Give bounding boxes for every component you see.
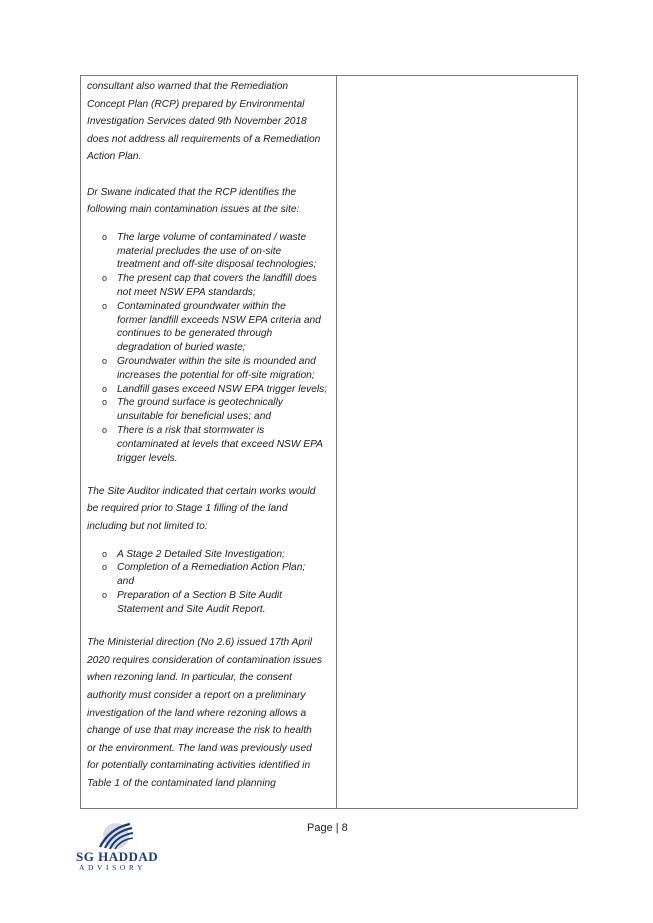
text-line: Action Plan. — [87, 151, 142, 163]
list-item — [102, 589, 332, 617]
text-line: change of use that may increase the risk to health — [87, 725, 312, 737]
list-item-line: Statement and Site Audit Report. — [117, 603, 266, 615]
list-item — [102, 300, 332, 355]
list-item-line: Contaminated groundwater within the — [117, 300, 286, 312]
paragraph-contamination-issues — [87, 184, 332, 219]
bullet-circle-icon: o — [102, 300, 108, 311]
text-line: when rezoning land. In particular, the consent — [87, 672, 293, 684]
list-item-line: increases the potential for off-site migration; — [117, 369, 315, 381]
bullet-circle-icon: o — [102, 562, 108, 573]
list-item — [102, 383, 332, 397]
paragraph-site-auditor — [87, 483, 332, 536]
text-line: authority must consider a report on a preliminary — [87, 690, 306, 702]
logo-subtitle: ADVISORY — [79, 863, 147, 872]
paragraph-remediation-concept — [87, 78, 332, 166]
required-works-list — [87, 548, 332, 617]
list-item-line: former landfill exceeds NSW EPA criteria and — [117, 314, 321, 326]
logo-wordmark: SG HADDAD — [76, 849, 159, 864]
paragraph-ministerial-direction — [87, 634, 332, 792]
text-line: The Ministerial direction (No 2.6) issued 17th April — [87, 637, 312, 649]
list-item-line: A Stage 2 Detailed Site Investigation; — [117, 548, 285, 560]
list-item-line: continues to be generated through — [117, 328, 273, 340]
text-line: does not address all requirements of a Remediation — [87, 133, 321, 145]
list-item-line: contaminated at levels that exceed NSW EPA — [117, 438, 323, 450]
list-item-line: trigger levels. — [117, 452, 178, 464]
text-line: Table 1 of the contaminated land planning — [87, 778, 276, 789]
list-item-line: The present cap that covers the landfill does — [117, 273, 317, 285]
text-line: Concept Plan (RCP) prepared by Environmental — [87, 98, 305, 110]
text-line: consultant also warned that the Remediation — [87, 81, 289, 92]
page-separator: | — [335, 822, 339, 834]
text-line: including but not limited to: — [87, 521, 208, 533]
contamination-issues-list — [87, 231, 332, 466]
list-item — [102, 548, 332, 562]
text-line: 2020 requires consideration of contamination issues — [87, 654, 323, 666]
list-item-line: and — [117, 576, 134, 588]
bullet-circle-icon: o — [102, 383, 108, 394]
text-line: following main contamination issues at the site: — [87, 204, 300, 216]
list-item-line: Landfill gases exceed NSW EPA trigger levels; — [117, 383, 328, 395]
list-item-line: The ground surface is geotechnically — [117, 397, 283, 409]
text-line: for potentially contaminating activities identified in — [87, 760, 311, 772]
page-label: Page — [307, 822, 333, 834]
list-item — [102, 561, 332, 589]
bullet-circle-icon: o — [102, 231, 108, 242]
text-line: The Site Auditor indicated that certain works would — [87, 485, 316, 497]
list-item — [102, 396, 332, 424]
text-line: or the environment. The land was previously used — [87, 742, 312, 754]
list-item — [102, 231, 332, 272]
bullet-circle-icon: o — [102, 355, 108, 366]
text-line: be required prior to Stage 1 filling of the land — [87, 503, 288, 515]
list-item-line: unsuitable for beneficial uses; and — [117, 411, 272, 423]
bullet-circle-icon: o — [102, 590, 108, 601]
bullet-circle-icon: o — [102, 424, 108, 435]
list-item-line: Groundwater within the site is mounded and — [117, 355, 316, 367]
list-item-line: degradation of buried waste; — [117, 342, 246, 354]
page-number — [307, 822, 348, 834]
list-item-line: Completion of a Remediation Action Plan; — [117, 562, 306, 574]
list-item-line: There is a risk that stormwater is — [117, 424, 265, 436]
text-line: Investigation Services dated 9th November 2018 — [87, 116, 307, 128]
list-item-line: treatment and off-site disposal technologies; — [117, 259, 317, 271]
right-cell — [337, 76, 577, 808]
left-cell — [87, 78, 332, 793]
bullet-circle-icon: o — [102, 397, 108, 408]
text-line: investigation of the land where rezoning allows a — [87, 707, 307, 719]
list-item — [102, 272, 332, 300]
list-item-line: The large volume of contaminated / waste — [117, 231, 307, 243]
content-table — [80, 75, 578, 809]
bullet-circle-icon: o — [102, 273, 108, 284]
bullet-circle-icon: o — [102, 548, 108, 559]
list-item-line: Preparation of a Section B Site Audit — [117, 590, 282, 602]
page-number-value: 8 — [341, 822, 348, 834]
list-item — [102, 424, 332, 465]
text-line: Dr Swane indicated that the RCP identifies the — [87, 186, 297, 198]
list-item — [102, 355, 332, 383]
list-item-line: material precludes the use of on-site — [117, 245, 282, 257]
list-item-line: not meet NSW EPA standards; — [117, 286, 256, 298]
